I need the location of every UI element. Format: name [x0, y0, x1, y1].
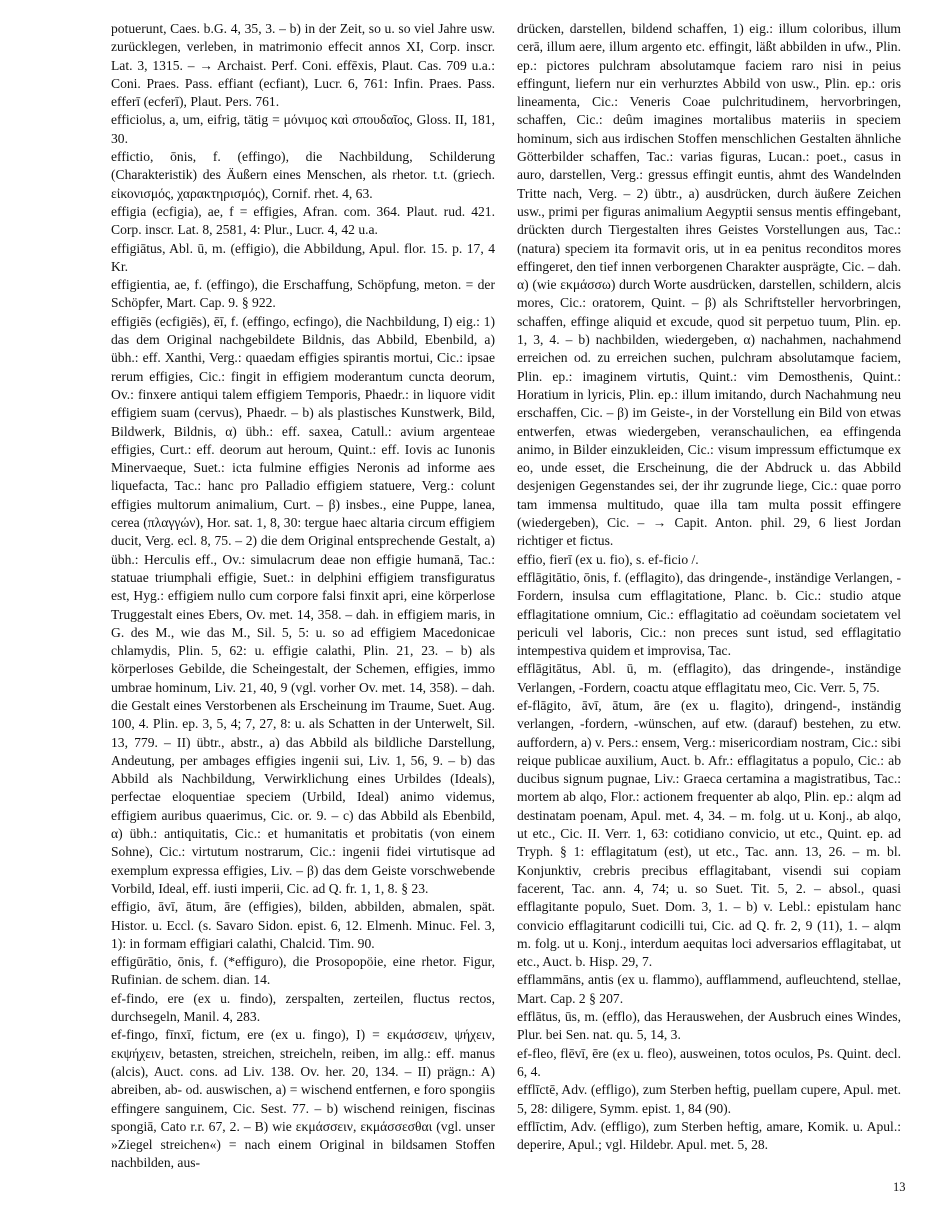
dictionary-entry: efflāgitātus, Abl. ū, m. (efflagito), das dringende-, inständige Verlangen, -Fordern, coactu atque efflagitatu meo, Cic. Verr. 5, 75.: [517, 661, 901, 695]
dictionary-entry: ef-flāgito, āvī, ātum, āre (ex u. flagito), dringend-, inständig verlangen, -fordern, -wünschen, auf etw. (darauf) bestehen, zu etw. auffordern, a) v. Pers.: ensem, Verg.: misericordiam nostram, Cic.: sibi reique publicae auxilium, Auct. b. Afr.: efflagitatus a populo, Cic.: ab ducibus signum pugnae, Liv.: Graeca certamina a magistratibus, Tac.: mortem ab alqo, Flor.: actionem frequenter ab alqo, Plin. ep.: alqm ad destinatam poenam, Apul. met. 4, 34. – m. folg. ut u. Konj., ab alqo, ut etc., Cic. II. Verr. 1, 63: cotidiano convicio, ut etc., Quint. ep. ad Tryph. § 1: efflagitatum (est), ut etc., Tac. ann. 13, 26. – m. bl. Konjunktiv, crebris precibus efflagitabant, visendi sui copiam facerent, Tac. ann. 4, 74; u. so Suet. Tit. 5, 2. – absol., quasi efflagitante populo, Suet. Dom. 3, 1. – b) v. Lebl.: epistulam hanc convicio efflagitarunt codicilli tui, Cic. ad Q. fr. 2, 9 (11), 1. – alqm m. folg. ut u. Konj., interdum aequitas loci adversarios efflagitabat, ut etc., Auct. b. Hisp. 29, 7.: [517, 697, 901, 970]
dictionary-entry: ef-fleo, flēvī, ēre (ex u. fleo), ausweinen, totos oculos, Ps. Quint. decl. 6, 4.: [517, 1045, 901, 1079]
right-column: [517, 20, 901, 1154]
dictionary-entry: efflātus, ūs, m. (efflo), das Herauswehen, der Ausbruch eines Windes, Plur. bei Sen. nat. qu. 5, 14, 3.: [517, 1009, 901, 1043]
dictionary-entry: effigio, āvī, ātum, āre (effigies), bilden, abbilden, abmalen, spät. Histor. u. Eccl. (s. Savaro Sidon. epist. 6, 12. Elmenh. Minuc. Fel. 3, 1): in formam effigiari calathi, Chalcid. Tim. 90.: [111, 899, 495, 951]
dictionary-entry: effigientia, ae, f. (effingo), die Erschaffung, Schöpfung, meton. = der Schöpfer, Mart. Cap. 9. § 922.: [111, 277, 495, 311]
dictionary-entry: potuerunt, Caes. b.G. 4, 35, 3. – b) in der Zeit, so u. so viel Jahre usw. zurücklegen, verleben, in matrimonio effecit annos XI, Corp. inscr. Lat. 3, 1315. – → Archaist. Perf. Coni. effēxis, Plaut. Cas. 709 u.a.: Coni. Praes. Pass. effiant (ecfiant), Lucr. 6, 761: Infin. Praes. Pass. efferī (ecferī), Plaut. Pers. 761.: [111, 21, 495, 110]
dictionary-entry: efficiolus, a, um, eifrig, tätig = μόνιμος καὶ σπουδαῖος, Gloss. II, 181, 30.: [111, 112, 495, 146]
dictionary-entry: efflīctim, Adv. (effligo), zum Sterben heftig, amare, Komik. u. Apul.: deperire, Apul.; vgl. Hildebr. Apul. met. 5, 28.: [517, 1118, 901, 1153]
dictionary-entry: drücken, darstellen, bildend schaffen, 1) eig.: illum coloribus, illum cerā, illum aere, illum argento etc. effingit, läßt abbilden in ufw., Plin. ep.: pictores pulchram absolutamque faciem raro nisi in peius effingunt, liefern nur ein verhurztes Abbild von usw., Plin. ep.: oris lineamenta, Cic.: Veneris Coae pulchritudinem, hervorbringen, schaffen, Cic.: deûm imagines mortalibus materiis in speciem hominum, sich aus irdischen Stoffen menschlichen Gestalten ähnliche Götterbilder schaffen, Tac.: varias figuras, Lucan.: poet., casus in auro, darstellen, Verg.: gressus effingit euntis, ahmt des Wandelnden Tritte nach, Verg. – 2) übtr., a) ausdrücken, durch äußere Zeichen usw., primi per figuras animalium Aegyptii sensus mentis effingebant, drückten durch Tiergestalten ihres Geistes Vorstellungen aus, Tac.: (natura) speciem ita formavit oris, ut in ea penitus reconditos mores effingeret, den tief innen verborgenen Charakter ausprägte, Cic. – dah. α) (wie εκμάσσω) durch Worte ausdrücken, darstellen, schildern, alcis mores, Cic.: oratorem, Quint. – β) als Schriftsteller hervorbringen, schaffen, effinge aliquid et excude, quod sit perpetuo tuum, Plin. ep. 1, 3, 4. – b) nachbilden, wiedergeben, α) nachahmen, nachahmend erreichen od. zu erreichen suchen, pulchram absolutamque faciem, Plin. ep.: imaginem virtutis, Quint.: vim Demosthenis, Quint.: Horatium in lyricis, Plin. ep.: illum imitando, durch Nachahmung neu erschaffen, Cic. – β) im Geiste-, in der Vorstellung ein Bild von etwas entwerfen, etwas wiedergeben, veranschaulichen, ea effingenda animo, in Bilder einzukleiden, Cic.: visum impressum effictumque ex eo, unde esset, die Erscheinung, die der Abdruck u. das Abbild desjenigen Gegenstandes sei, der ihr zugrunde liege, Cic.: quae porro tam immensa multitudo, quae illa tam multa possit effingere (wiedergeben), Cic. – → Capit. Anton. phil. 29, 6 liest Jordan richtiger et fictus.: [517, 21, 901, 549]
dictionary-entry: ef-findo, ere (ex u. findo), zerspalten, zerteilen, fluctus rectos, durchsegeln, Manil. 4, 283.: [111, 990, 495, 1025]
dictionary-entry: effio, fierī (ex u. fio), s. ef-ficio /.: [517, 551, 699, 567]
dictionary-entry: effigia (ecfigia), ae, f = effigies, Afran. com. 364. Plaut. rud. 421. Corp. inscr. Lat. 8, 2581, 4: Plur., Lucr. 4, 42 u.a.: [111, 203, 495, 238]
dictionary-entry: effigiātus, Abl. ū, m. (effigio), die Abbildung, Apul. flor. 15. p. 17, 4 Kr.: [111, 240, 495, 274]
dictionary-entry: efflammāns, antis (ex u. flammo), aufflammend, aufleuchtend, stellae, Mart. Cap. 2 § 207.: [517, 972, 901, 1006]
dictionary-entry: efflīctē, Adv. (effligo), zum Sterben heftig, puellam cupere, Apul. met. 5, 28: diligere, Symm. epist. 1, 84 (90).: [517, 1082, 901, 1116]
left-column: [111, 20, 495, 1173]
page-number: 13: [893, 1180, 906, 1194]
dictionary-entry: ef-fingo, fīnxī, fictum, ere (ex u. fingo), I) = εκμάσσειν, ψήχειν, εκψήχειν, betasten, streichen, streicheln, reiben, im allg.: eff. manus (alcis), Auct. cons. ad Liv. 138. Ov. her. 20, 134. – II) prägn.: A) abreiben, ab- od. auswischen, a) = wischend entfernen, e foro spongiis effingere sanguinem, Cic. Sest. 77. – b) wischend reinigen, fiscinas spongiā, Cato r.r. 67, 2. – B) wie εκμάσσειν, εκμάσσεσθαι (vgl. unser »Ziegel streichen«) = nach einem Original in bildsamen Stoffen nachbilden, aus-: [111, 1027, 495, 1171]
dictionary-entry: effigūrātio, ōnis, f. (*effiguro), die Prosopopöie, eine rhetor. Figur, Rufinian. de schem. dian. 14.: [111, 954, 495, 988]
dictionary-entry: efflāgitātio, ōnis, f. (efflagito), das dringende-, inständige Verlangen, -Fordern, insulsa cum efflagitatione, Planc. b. Cic.: studio atque efflagitatione omnium, Cic.: efflagitatio ad coëundam societatem vel periculi vel laboris, Cic.: non preces sunt istud, sed efflagitatio intempestiva quidem et improvisa, Tac.: [517, 569, 901, 659]
dictionary-entry: effigiēs (ecfigiēs), ēī, f. (effingo, ecfingo), die Nachbildung, I) eig.: 1) das dem Original nachgebildete Bildnis, das Abbild, Ebenbild, a) übh.: eff. Xanthi, Verg.: quaedam effigies spirantis mortui, Cic.: ipsae rerum effigies, Cic.: fingit in effigiem moderantum cuncta deorum, Ov.: finxere antiqui talem effigiem Temporis, Phaedr.: in liquore vidit effigiem suam (cervus), Phaedr. – b) als plastisches Kunstwerk, Bild, Bildwerk, Bildnis, α) übh.: eff. saxea, Catull.: avium argenteae effigies, Curt.: eff. deorum aut heroum, Quint.: eff. Iovis ac Iunonis Minervaeque, Suet.: icta fulmine effigies Neronis ad informe aes liquefacta, Tac.: hanc pro Palladio effigiem statuere, Verg.: colunt effigies multorum animalium, Curt. – β) insbes., eine Puppe, lanea, cerea (πλαγγών), Hor. sat. 1, 8, 30: tergue haec altaria circum effigiem ducit, Verg. ecl. 8, 75. – 2) die dem Original entsprechende Gestalt, a) übh.: Herculis eff., Ov.: simulacrum deae non effigie humanā, Tac.: statuae triumphali effigie, Suet.: in delphini effigiem transfiguratus est, Hyg.: effigiem nullo cum corpore falsi finxit apri, eine körperlose Truggestalt eines Ebers, Ov. met. 14, 358. – dah. in effigiem maris, in G. des M., wie das M., Sil. 5, 5: u. so ad effigiem Macedonicae chlamydis, Plin. 5, 62: u. effigie calathi, Plin. 21, 23. – b) als körperloses Gebilde, die Scheingestalt, der Schemen, effigies, immo umbrae hominum, Liv. 21, 40, 9 (vgl. vorher Ov. met. 14, 358). – dah. die Gestalt eines Verstorbenen als Erscheinung im Traume, Suet. Aug. 100, 4. Plin. ep. 3, 5, 4; 7, 27, 8: u. als Schatten in der Unterwelt, Sil. 13, 779. – II) übtr., abstr., a) das Abbild als bildliche Darstellung, Andeutung, per ambages effigies ingenii sui, Liv. 1, 56, 9. – b) das Abbild als Nachbildung, Verwirklichung eines Urbildes (Ideals), perfectae eloquentiae speciem (Urbild, Ideal) animo videmus, effigiem auribus quaerimus, Cic. or. 9. – c) das Abbild als Ebenbild, α) übh.: antiquitatis, Cic.: et humanitatis et probitatis (von einem Sohne), Cic.: virtutum nostrarum, Cic.: ingenii fidei virtutisque ad exemplum expressa effigies, Liv. – β) das dem Geiste vorschwebende Vorbild, Ideal, eff. iusti imperii, Cic. ad Q. fr. 1, 1, 8. § 23.: [111, 313, 495, 896]
dictionary-entry: effictio, ōnis, f. (effingo), die Nachbildung, Schilderung (Charakteristik) des Äußern eines Menschen, als rhetor. t.t. (griech. εἰκονισμός, χαρακτηρισμός), Cornif. rhet. 4, 63.: [111, 149, 495, 201]
